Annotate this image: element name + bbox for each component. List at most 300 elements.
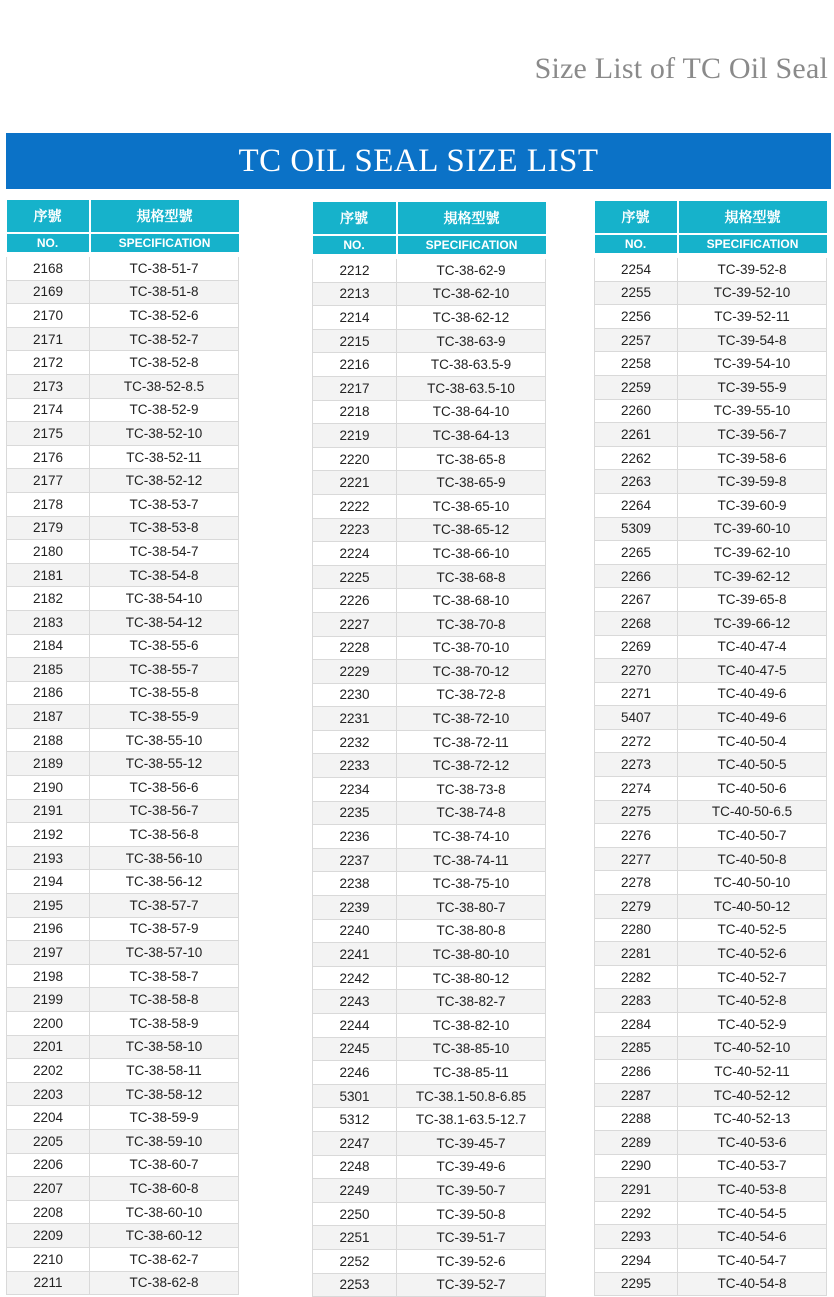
table-row	[7, 988, 239, 1012]
row-specification: TC-38-58-9	[90, 1012, 239, 1036]
row-number: 2185	[7, 658, 90, 682]
row-number: 2233	[313, 754, 397, 778]
row-number: 2238	[313, 872, 397, 896]
row-number: 2200	[7, 1012, 90, 1036]
row-number: 2196	[7, 917, 90, 941]
row-specification: TC-39-66-12	[678, 611, 827, 635]
header-no-cn: 序號	[595, 201, 678, 234]
table-body	[595, 258, 827, 1296]
row-specification: TC-40-53-7	[678, 1154, 827, 1178]
table-row	[313, 542, 546, 566]
table-row	[595, 635, 827, 659]
row-number: 2280	[595, 918, 678, 942]
banner-title: TC OIL SEAL SIZE LIST	[238, 142, 599, 179]
table-row	[313, 400, 546, 424]
row-number: 2271	[595, 682, 678, 706]
row-specification: TC-38-70-8	[397, 612, 546, 636]
row-specification: TC-40-52-10	[678, 1036, 827, 1060]
row-specification: TC-38-60-10	[90, 1200, 239, 1224]
row-specification: TC-38-75-10	[397, 872, 546, 896]
table-row	[595, 1083, 827, 1107]
row-number: 2170	[7, 304, 90, 328]
row-specification: TC-38-58-11	[90, 1059, 239, 1083]
table-row	[7, 1059, 239, 1083]
header-no-en: NO.	[595, 234, 678, 253]
row-number: 2255	[595, 281, 678, 305]
table-row	[595, 1201, 827, 1225]
table-row	[595, 328, 827, 352]
row-specification: TC-38-60-7	[90, 1153, 239, 1177]
table-row	[595, 1060, 827, 1084]
row-specification: TC-38-62-7	[90, 1247, 239, 1271]
table-row	[313, 943, 546, 967]
row-specification: TC-38-62-12	[397, 306, 546, 330]
row-specification: TC-38-52-8.5	[90, 374, 239, 398]
row-number: 2222	[313, 494, 397, 518]
row-specification: TC-40-49-6	[678, 682, 827, 706]
row-number: 2250	[313, 1202, 397, 1226]
table-row	[7, 658, 239, 682]
table-row	[595, 423, 827, 447]
header-no-en: NO.	[7, 233, 90, 252]
table-row	[313, 1084, 546, 1108]
table-row	[595, 258, 827, 281]
row-specification: TC-39-60-9	[678, 493, 827, 517]
row-specification: TC-39-52-8	[678, 258, 827, 281]
row-number: 2204	[7, 1106, 90, 1130]
table-row	[7, 563, 239, 587]
row-number: 2175	[7, 422, 90, 446]
row-specification: TC-38-52-8	[90, 351, 239, 375]
table-row	[313, 919, 546, 943]
table-row	[313, 848, 546, 872]
row-number: 2266	[595, 564, 678, 588]
row-specification: TC-38-72-11	[397, 730, 546, 754]
table-row	[595, 800, 827, 824]
row-number: 2295	[595, 1272, 678, 1296]
table-row	[595, 541, 827, 565]
table-row	[313, 636, 546, 660]
row-specification: TC-38-55-8	[90, 681, 239, 705]
row-specification: TC-38.1-63.5-12.7	[397, 1108, 546, 1132]
row-specification: TC-38-52-9	[90, 398, 239, 422]
row-specification: TC-38-80-12	[397, 966, 546, 990]
row-number: 2221	[313, 471, 397, 495]
row-specification: TC-38-68-10	[397, 589, 546, 613]
row-number: 2277	[595, 847, 678, 871]
row-specification: TC-38-65-10	[397, 494, 546, 518]
row-specification: TC-39-52-11	[678, 305, 827, 329]
row-specification: TC-38-57-10	[90, 941, 239, 965]
table-row	[313, 1226, 546, 1250]
table-row	[7, 610, 239, 634]
row-specification: TC-40-50-6.5	[678, 800, 827, 824]
table-row	[595, 1178, 827, 1202]
row-number: 2240	[313, 919, 397, 943]
row-specification: TC-40-50-10	[678, 871, 827, 895]
row-specification: TC-38-85-11	[397, 1061, 546, 1085]
table-row	[595, 305, 827, 329]
row-specification: TC-38-53-8	[90, 516, 239, 540]
row-number: 2293	[595, 1225, 678, 1249]
row-specification: TC-39-50-8	[397, 1202, 546, 1226]
row-number: 2259	[595, 375, 678, 399]
row-specification: TC-39-51-7	[397, 1226, 546, 1250]
table-row	[595, 965, 827, 989]
row-number: 2187	[7, 705, 90, 729]
row-number: 2270	[595, 659, 678, 683]
row-specification: TC-39-56-7	[678, 423, 827, 447]
table-row	[7, 516, 239, 540]
row-number: 2251	[313, 1226, 397, 1250]
table-body	[7, 257, 239, 1295]
row-number: 2258	[595, 352, 678, 376]
row-number: 2172	[7, 351, 90, 375]
page-heading: Size List of TC Oil Seal	[534, 52, 828, 85]
row-specification: TC-38-55-7	[90, 658, 239, 682]
row-specification: TC-38-52-7	[90, 327, 239, 351]
table-row	[7, 327, 239, 351]
row-specification: TC-38.1-50.8-6.85	[397, 1084, 546, 1108]
table-row	[313, 707, 546, 731]
size-table-3	[594, 201, 827, 1296]
row-specification: TC-39-54-8	[678, 328, 827, 352]
row-number: 2256	[595, 305, 678, 329]
table-row	[7, 1271, 239, 1295]
row-number: 2279	[595, 895, 678, 919]
table-row	[595, 918, 827, 942]
table-row	[7, 776, 239, 800]
table-row	[595, 352, 827, 376]
row-number: 2176	[7, 445, 90, 469]
row-specification: TC-38-54-12	[90, 610, 239, 634]
table-row	[313, 825, 546, 849]
table-row	[313, 990, 546, 1014]
table-row	[7, 681, 239, 705]
row-specification: TC-40-54-6	[678, 1225, 827, 1249]
table-row	[595, 375, 827, 399]
table-row	[313, 447, 546, 471]
row-number: 2253	[313, 1273, 397, 1297]
row-specification: TC-38-72-10	[397, 707, 546, 731]
table-row	[7, 941, 239, 965]
row-number: 2263	[595, 470, 678, 494]
row-number: 2281	[595, 942, 678, 966]
row-specification: TC-38-85-10	[397, 1037, 546, 1061]
row-specification: TC-40-54-5	[678, 1201, 827, 1225]
table-row	[313, 778, 546, 802]
row-specification: TC-38-58-12	[90, 1082, 239, 1106]
row-specification: TC-38-65-9	[397, 471, 546, 495]
table-row	[313, 683, 546, 707]
table-row	[7, 587, 239, 611]
row-number: 2232	[313, 730, 397, 754]
row-number: 2292	[595, 1201, 678, 1225]
row-specification: TC-40-50-5	[678, 753, 827, 777]
table-row	[313, 801, 546, 825]
row-number: 2169	[7, 280, 90, 304]
row-number: 2290	[595, 1154, 678, 1178]
row-number: 2267	[595, 588, 678, 612]
row-number: 2283	[595, 989, 678, 1013]
row-specification: TC-39-55-9	[678, 375, 827, 399]
row-number: 2202	[7, 1059, 90, 1083]
row-number: 2245	[313, 1037, 397, 1061]
table-row	[313, 471, 546, 495]
row-specification: TC-40-52-6	[678, 942, 827, 966]
row-specification: TC-40-52-11	[678, 1060, 827, 1084]
row-specification: TC-38-65-8	[397, 447, 546, 471]
row-number: 2194	[7, 870, 90, 894]
row-specification: TC-38-51-7	[90, 257, 239, 280]
row-specification: TC-38-68-8	[397, 565, 546, 589]
table-row	[595, 588, 827, 612]
table-row	[313, 353, 546, 377]
table-row	[595, 517, 827, 541]
row-specification: TC-38-52-11	[90, 445, 239, 469]
row-number: 2236	[313, 825, 397, 849]
row-number: 2218	[313, 400, 397, 424]
row-number: 2247	[313, 1131, 397, 1155]
row-number: 2171	[7, 327, 90, 351]
row-number: 2248	[313, 1155, 397, 1179]
row-specification: TC-38-62-10	[397, 282, 546, 306]
table-row	[313, 1014, 546, 1038]
row-specification: TC-38-73-8	[397, 778, 546, 802]
row-specification: TC-40-52-13	[678, 1107, 827, 1131]
row-number: 2294	[595, 1248, 678, 1272]
row-number: 2291	[595, 1178, 678, 1202]
row-number: 2219	[313, 424, 397, 448]
table-row	[7, 823, 239, 847]
row-specification: TC-38-59-10	[90, 1129, 239, 1153]
header-spec-cn: 規格型號	[397, 202, 546, 235]
row-specification: TC-38-54-8	[90, 563, 239, 587]
row-specification: TC-40-53-6	[678, 1130, 827, 1154]
table-row	[7, 1106, 239, 1130]
row-specification: TC-38-74-11	[397, 848, 546, 872]
row-number: 2178	[7, 492, 90, 516]
row-specification: TC-38-58-7	[90, 964, 239, 988]
row-number: 2242	[313, 966, 397, 990]
table-row	[7, 1224, 239, 1248]
row-specification: TC-38-56-8	[90, 823, 239, 847]
table-row	[595, 1225, 827, 1249]
row-specification: TC-38-60-8	[90, 1177, 239, 1201]
row-number: 2278	[595, 871, 678, 895]
table-row	[595, 729, 827, 753]
row-number: 2229	[313, 660, 397, 684]
row-specification: TC-38-82-7	[397, 990, 546, 1014]
row-number: 2264	[595, 493, 678, 517]
size-table-1	[6, 200, 239, 1295]
table-row	[313, 1179, 546, 1203]
row-number: 2193	[7, 846, 90, 870]
row-number: 2274	[595, 777, 678, 801]
row-number: 2275	[595, 800, 678, 824]
row-specification: TC-40-50-12	[678, 895, 827, 919]
row-specification: TC-40-47-4	[678, 635, 827, 659]
row-number: 2179	[7, 516, 90, 540]
table-row	[7, 1177, 239, 1201]
row-specification: TC-40-50-6	[678, 777, 827, 801]
row-number: 2217	[313, 376, 397, 400]
table-row	[595, 777, 827, 801]
table-row	[313, 612, 546, 636]
row-number: 2214	[313, 306, 397, 330]
row-number: 2239	[313, 896, 397, 920]
table-row	[313, 589, 546, 613]
table-row	[313, 494, 546, 518]
row-number: 2191	[7, 799, 90, 823]
header-spec-en: SPECIFICATION	[397, 235, 546, 254]
table-row	[7, 304, 239, 328]
row-specification: TC-40-50-7	[678, 824, 827, 848]
row-specification: TC-38-55-6	[90, 634, 239, 658]
row-number: 2205	[7, 1129, 90, 1153]
row-specification: TC-38-74-10	[397, 825, 546, 849]
table-row	[313, 1249, 546, 1273]
row-specification: TC-39-60-10	[678, 517, 827, 541]
table-row	[595, 1107, 827, 1131]
table-row	[7, 870, 239, 894]
row-number: 2261	[595, 423, 678, 447]
row-specification: TC-40-50-4	[678, 729, 827, 753]
header-no-cn: 序號	[7, 200, 90, 233]
row-specification: TC-39-52-6	[397, 1249, 546, 1273]
row-number: 2177	[7, 469, 90, 493]
row-number: 2213	[313, 282, 397, 306]
row-specification: TC-38-66-10	[397, 542, 546, 566]
row-specification: TC-38-51-8	[90, 280, 239, 304]
table-row	[595, 281, 827, 305]
row-number: 2181	[7, 563, 90, 587]
header-spec-cn: 規格型號	[678, 201, 827, 234]
row-specification: TC-38-58-10	[90, 1035, 239, 1059]
row-specification: TC-39-65-8	[678, 588, 827, 612]
table-row	[595, 989, 827, 1013]
row-specification: TC-38-56-12	[90, 870, 239, 894]
header-no-en: NO.	[313, 235, 397, 254]
row-number: 2273	[595, 753, 678, 777]
row-number: 2203	[7, 1082, 90, 1106]
table-row	[7, 351, 239, 375]
row-number: 5309	[595, 517, 678, 541]
row-number: 2182	[7, 587, 90, 611]
row-number: 2183	[7, 610, 90, 634]
table-row	[313, 376, 546, 400]
table-row	[7, 728, 239, 752]
table-row	[7, 894, 239, 918]
row-specification: TC-38-53-7	[90, 492, 239, 516]
table-row	[7, 1035, 239, 1059]
row-specification: TC-38-55-9	[90, 705, 239, 729]
row-specification: TC-38-62-8	[90, 1271, 239, 1295]
header-spec-en: SPECIFICATION	[90, 233, 239, 252]
row-number: 2190	[7, 776, 90, 800]
title-banner	[6, 133, 831, 189]
row-number: 2230	[313, 683, 397, 707]
table-row	[7, 1082, 239, 1106]
row-number: 2188	[7, 728, 90, 752]
table-row	[595, 1272, 827, 1296]
row-number: 2180	[7, 540, 90, 564]
table-row	[7, 469, 239, 493]
table-row	[7, 705, 239, 729]
table-row	[313, 1061, 546, 1085]
row-number: 2249	[313, 1179, 397, 1203]
table-row	[595, 824, 827, 848]
row-number: 2272	[595, 729, 678, 753]
table-row	[313, 565, 546, 589]
row-specification: TC-40-47-5	[678, 659, 827, 683]
row-specification: TC-38-80-7	[397, 896, 546, 920]
table-row	[595, 1130, 827, 1154]
table-row	[313, 754, 546, 778]
row-specification: TC-38-59-9	[90, 1106, 239, 1130]
table-row	[595, 1013, 827, 1037]
table-row	[313, 1273, 546, 1297]
row-specification: TC-39-62-10	[678, 541, 827, 565]
table-row	[313, 660, 546, 684]
table-row	[595, 682, 827, 706]
row-number: 2246	[313, 1061, 397, 1085]
row-specification: TC-39-55-10	[678, 399, 827, 423]
row-number: 2220	[313, 447, 397, 471]
row-number: 2254	[595, 258, 678, 281]
row-number: 2282	[595, 965, 678, 989]
row-number: 2265	[595, 541, 678, 565]
row-specification: TC-38-80-8	[397, 919, 546, 943]
row-number: 2192	[7, 823, 90, 847]
row-number: 2241	[313, 943, 397, 967]
table-row	[595, 611, 827, 635]
row-specification: TC-39-58-6	[678, 446, 827, 470]
table-row	[313, 1037, 546, 1061]
table-row	[595, 706, 827, 730]
row-specification: TC-38-62-9	[397, 259, 546, 282]
table-row	[595, 493, 827, 517]
table-row	[7, 846, 239, 870]
row-number: 2257	[595, 328, 678, 352]
table-row	[313, 282, 546, 306]
row-specification: TC-40-53-8	[678, 1178, 827, 1202]
row-number: 2189	[7, 752, 90, 776]
row-number: 2197	[7, 941, 90, 965]
table-row	[595, 1248, 827, 1272]
row-number: 2262	[595, 446, 678, 470]
row-number: 2285	[595, 1036, 678, 1060]
header-spec-en: SPECIFICATION	[678, 234, 827, 253]
table-row	[7, 540, 239, 564]
row-number: 2173	[7, 374, 90, 398]
row-number: 2268	[595, 611, 678, 635]
table-row	[313, 518, 546, 542]
row-specification: TC-38-56-7	[90, 799, 239, 823]
table-row	[595, 871, 827, 895]
table-row	[595, 895, 827, 919]
row-number: 5301	[313, 1084, 397, 1108]
row-specification: TC-40-52-12	[678, 1083, 827, 1107]
row-specification: TC-38-82-10	[397, 1014, 546, 1038]
row-number: 2210	[7, 1247, 90, 1271]
header-spec-cn: 規格型號	[90, 200, 239, 233]
table-row	[313, 872, 546, 896]
row-number: 2186	[7, 681, 90, 705]
row-number: 2195	[7, 894, 90, 918]
row-number: 2206	[7, 1153, 90, 1177]
table-row	[313, 730, 546, 754]
